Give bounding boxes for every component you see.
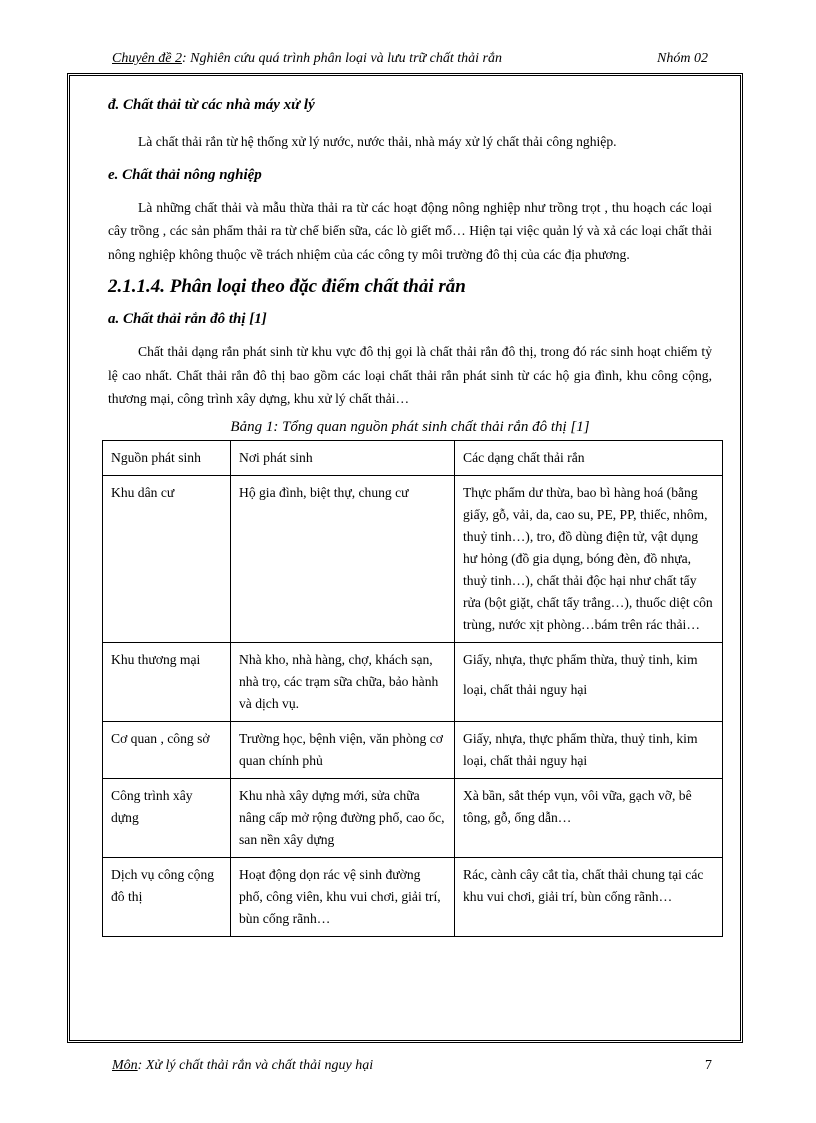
waste-text: Giấy, nhựa, thực phẩm thừa, thuỷ tinh, kim [463,651,698,667]
page-header [112,50,708,68]
waste-source-table [102,440,723,937]
table-row [103,721,723,778]
section-a-heading: a. Chất thải rắn đô thị [1] [108,311,267,327]
source-cell: Dịch vụ công cộng đô thị [103,857,231,936]
table-header-cell: Các dạng chất thải rắn [455,440,723,475]
section-d-text: Là chất thải rắn từ hệ thống xử lý nước, nước thải, nhà máy xử lý chất thải công nghiệp. [138,134,617,149]
table-header-row [103,440,723,475]
page-content [108,96,712,937]
place-cell: Nhà kho, nhà hàng, chợ, khách sạn, nhà trọ, các trạm sữa chữa, bảo hành và dịch vụ. [231,642,455,721]
source-cell: Khu thương mại [103,642,231,721]
source-cell: Cơ quan , công sở [103,721,231,778]
section-e-text: Là những chất thải và mẫu thừa thải ra từ các hoạt động nông nghiệp như trồng trọt , thu hoạch các loại cây trồng , các sản phẩm thải ra từ chế biến sữa, các lò giết mổ… Hiện tại việc quản lý và xả các loại chất thải nông nghiệp không thuộc về trách nhiệm của các công ty môi trường đô thị của các địa phương. [108,199,712,262]
section-a-text: Chất thải dạng rắn phát sinh từ khu vực đô thị gọi là chất thải rắn đô thị, trong đó rác sinh hoạt chiếm tỷ lệ cao nhất. Chất thải rắn đô thị bao gồm các loại chất thải rắn phát sinh từ các hộ gia đình, khu công cộng, thương mại, công trình xây dựng, khu xử lý chất thải… [108,344,712,406]
waste-cell [455,642,723,721]
header-topic-label: Chuyên đề 2 [112,51,182,66]
section-d-heading: đ. Chất thải từ các nhà máy xử lý [108,97,315,113]
footer-subject-title: : Xử lý chất thải rắn và chất thải nguy hại [137,1058,374,1073]
place-cell: Khu nhà xây dựng mới, sửa chữa nâng cấp mở rộng đường phố, cao ốc, san nền xây dựng [231,778,455,857]
source-cell: Công trình xây dựng [103,778,231,857]
table-header-cell: Nơi phát sinh [231,440,455,475]
table-caption: Bảng 1: Tổng quan nguồn phát sinh chất thải rắn đô thị [1] [230,418,590,435]
place-cell: Hoạt động dọn rác vệ sinh đường phố, công viên, khu vui chơi, giải trí, bùn cống rãnh… [231,857,455,936]
waste-text-continued: loại, chất thải nguy hại [463,681,588,697]
table-header-cell: Nguồn phát sinh [103,440,231,475]
page-number: 7 [705,1058,712,1073]
section-main-heading: 2.1.1.4. Phân loại theo đặc điểm chất thải rắn [108,276,466,297]
table-row [103,778,723,857]
waste-cell [455,721,723,778]
table-row [103,857,723,936]
waste-text: Thực phẩm dư thừa, bao bì hàng hoá (bằng giấy, gỗ, vải, da, cao su, PE, PP, thiếc, nhôm, thuỷ tinh…), tro, đồ dùng điện tử, vật dụng hư hỏng (đồ gia dụng, bóng đèn, đồ nhựa, thuỷ tinh…), chất thải độc hại như chất tẩy rửa (bột giặt, chất tẩy trắng…), thuốc diệt côn trùng, nước xịt phòng…bám trên rác thải… [463,484,713,632]
waste-text: Rác, cành cây cắt tỉa, chất thải chung tại các khu vui chơi, giải trí, bùn cống rãnh… [463,866,704,904]
footer-subject-label: Môn [112,1058,138,1073]
table-row [103,642,723,721]
waste-cell [455,857,723,936]
place-cell: Trường học, bệnh viện, văn phòng cơ quan chính phủ [231,721,455,778]
header-topic-title: : Nghiên cứu quá trình phân loại và lưu trữ chất thải rắn [181,51,502,66]
header-group: Nhóm 02 [657,51,708,66]
waste-cell [455,778,723,857]
section-e-heading: e. Chất thải nông nghiệp [108,166,262,183]
table-row [103,475,723,642]
source-cell: Khu dân cư [103,475,231,642]
page-footer [112,1057,712,1075]
waste-text: Xà bần, sắt thép vụn, vôi vữa, gạch vỡ, bê tông, gỗ, ống dẫn… [463,787,692,825]
place-cell: Hộ gia đình, biệt thự, chung cư [231,475,455,642]
waste-text: Giấy, nhựa, thực phẩm thừa, thuỷ tinh, kim loại, chất thải nguy hại [463,730,698,768]
waste-cell [455,475,723,642]
